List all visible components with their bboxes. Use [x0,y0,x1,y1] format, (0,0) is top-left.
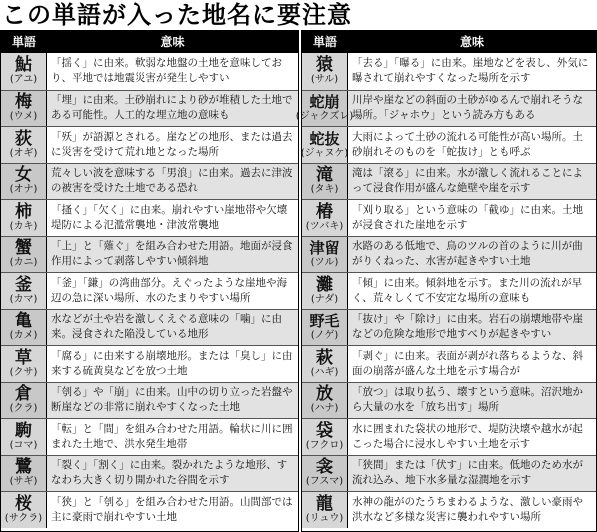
table-row [302,455,596,492]
meaning-cell [348,383,596,419]
word-cell [302,346,348,382]
word-cell [1,237,47,273]
meaning-text: 水などが土や岩を激しくえぐる意味の「噛」に由来。浸食された陥没している地形 [51,313,282,341]
word-kanji: 釜 [15,274,32,295]
table-header [302,31,596,53]
table-row [1,126,298,163]
word-kanji: 鮎 [15,55,32,76]
meaning-text: 「埋」に由来。土砂崩れにより砂が堆積した土地である可能性。人工的な埋立地の意味も [51,94,293,122]
meaning-cell [348,492,596,528]
word-kanji: 蛇崩 [309,93,340,112]
header-word: 単語 [11,35,36,49]
word-kanji: 滝 [316,165,333,186]
word-kanji: 倉 [15,384,32,405]
word-reading: (ナダ) [310,293,339,305]
word-kanji: 蛇抜 [309,129,340,148]
meaning-cell [47,53,298,90]
word-reading: (ハナ) [310,403,339,415]
meaning-text: 「上」と「薙ぐ」を組み合わせた用語。地面が浸食作用によって剥落しやすい傾斜地 [51,240,293,268]
meaning-cell [348,346,596,382]
word-reading: (カキ) [9,220,38,232]
tables [0,30,597,532]
table-row [302,199,596,236]
table-row [302,53,596,90]
meaning-text: 「転」と「間」を組み合わせた用語。輪状に川に囲まれた土地で、洪水発生地帯 [51,422,293,450]
header-meaning: 意味 [459,35,484,49]
word-kanji: 女 [15,165,32,186]
table-row [1,491,298,528]
meaning-text: 「裂く」「割く」に由来。裂かれたような地形、すなわち大きく切り開かれた谷間を示す [51,459,288,487]
table-row [1,382,298,419]
word-reading: (コマ) [9,439,38,451]
meaning-cell [47,273,298,309]
table-row [302,126,596,163]
word-reading: (オギ) [9,147,38,159]
word-reading: (カメ) [9,330,38,342]
word-reading: (サル) [310,74,339,86]
word-kanji: 梅 [15,92,32,113]
word-reading: (リュウ) [305,512,344,524]
meaning-text: 水神の龍がのたうちまわるような、激しい豪雨や洪水など多様な災害に襲われやすい場所 [352,495,583,523]
word-kanji: 放 [316,384,333,405]
meaning-text: 「去る」「曝る」に由来。崖地などを表し、外気に曝されて崩れやすくなった場所を示す [352,57,589,85]
word-cell [1,456,47,492]
meaning-text: 荒々しい波を意味する「男浪」に由来。過去に津波の被害を受けた土地である恐れ [51,167,293,195]
table-row [302,163,596,200]
table-row [302,272,596,309]
word-cell [1,419,47,455]
word-cell [1,127,47,163]
meaning-cell [47,127,298,163]
word-kanji: 柿 [15,201,32,222]
word-reading: (ツバキ) [305,220,344,232]
word-cell [1,164,47,200]
table-row [1,236,298,273]
table-row [302,382,596,419]
word-reading: (オナ) [9,184,38,196]
meaning-cell [47,164,298,200]
meaning-text: 「揺く」に由来。軟弱な地盤の土地を意味しており、平地では地震災害が発生しやすい [51,57,282,85]
word-reading: (ウメ) [9,111,38,123]
meaning-cell [47,419,298,455]
word-reading: (サクラ) [4,512,43,524]
meaning-cell [348,419,596,455]
meaning-cell [348,273,596,309]
table-row [302,309,596,346]
word-reading: (ジャクズレ) [295,111,354,123]
meaning-text: 「狭間」または「伏す」に由来。低地のため水が流れ込み、地下水多量な湿潤地を示す [352,459,583,487]
table-row [1,309,298,346]
meaning-text: 「刳る」や「崩」に由来。山中の切り立った岩盤や断崖などの非常に崩れやすくなった土地 [51,386,293,414]
word-cell [302,273,348,309]
word-kanji: 桜 [15,493,32,514]
table-header [1,31,298,53]
word-reading: (ノゲ) [310,330,339,342]
word-reading: (サギ) [9,476,38,488]
table-row [302,345,596,382]
word-reading: (ツル) [310,257,339,269]
meaning-text: 「放つ」は取り払う、壊すという意味。沼沢地から大量の水を「放ち出す」場所 [352,386,583,414]
meaning-cell [348,237,596,273]
word-reading: (ジャヌケ) [300,147,349,159]
meaning-cell [47,91,298,127]
word-reading: (フスマ) [305,476,344,488]
word-reading: (フクロ) [305,439,344,451]
table-row [1,418,298,455]
word-kanji: 草 [15,347,32,368]
word-kanji: 椿 [316,201,333,222]
meaning-text: 「釜」「鎌」の湾曲部分。えぐったような崖地や海辺の急に深い場所、水のたまりやすい場所 [51,276,288,304]
meaning-text: 「剥ぐ」に由来。表面が剥がれ落ちるような、斜面の崩落が盛んな土地を示す場合が [352,349,583,377]
meaning-text: 「傾」に由来。傾斜地を示す。また川の流れが早く、荒々しくて不安定な場所の意味も [352,276,583,304]
meaning-cell [348,127,596,163]
word-kanji: 荻 [15,128,32,149]
word-reading: (カマ) [9,293,38,305]
meaning-cell [47,456,298,492]
meaning-cell [348,456,596,492]
meaning-cell [47,492,298,528]
left-table [0,30,299,532]
word-kanji: 袋 [316,420,333,441]
word-cell [302,383,348,419]
meaning-text: 「殀」が語源とされる。崖などの地形、または過去に災害を受けて荒れ地となった場所 [51,130,293,158]
word-cell [1,273,47,309]
table-row [1,199,298,236]
word-cell [302,53,348,90]
word-reading: (ハギ) [310,366,339,378]
meaning-text: 「狭」と「刳る」を組み合わせた用語。山間部では主に豪雨で崩れやすい土地 [51,495,293,523]
meaning-text: 「刈り取る」という意味の「截ゆ」に由来。土地が浸食された崖地を示す [352,203,583,231]
header-word: 単語 [312,35,337,49]
meaning-text: 水路のある低地で、鳥のツルの首のように川が曲がりくねった、水害が起きやすい土地 [352,240,583,268]
meaning-text: 「腐る」に由来する崩壊地形。または「臭し」に由来する硫黄臭などを放つ土地 [51,349,293,377]
meaning-text: 「搔く」「欠く」に由来。崩れやすい崖地帯や欠壊堤防による氾濫常襲地・津波常襲地 [51,203,288,231]
meaning-text: 大雨によって土砂の流れる可能性が高い場所。土砂崩れそのものを「蛇抜け」とも呼ぶ [352,130,583,158]
word-cell [295,91,354,127]
word-reading: (クラ) [9,403,38,415]
word-cell [302,237,348,273]
word-cell [1,492,47,528]
table-row [1,53,298,90]
meaning-text: 川岸や崖などの斜面の土砂がゆるんで崩れそうな場所。「ジャホウ」という読み方もある [352,94,583,122]
page-title: この単語が入った地名に要注意 [2,1,352,29]
table-row [1,272,298,309]
table-row [302,491,596,528]
table-row [1,163,298,200]
word-kanji: 蟹 [15,238,32,259]
table-row [295,90,596,127]
word-cell [1,91,47,127]
meaning-cell [47,383,298,419]
meaning-cell [47,310,298,346]
meaning-cell [47,237,298,273]
meaning-cell [348,53,596,90]
word-kanji: 灘 [316,274,333,295]
table-row [302,418,596,455]
word-reading: (クサ) [9,366,38,378]
word-cell [1,53,47,90]
word-cell [1,200,47,236]
word-cell [1,346,47,382]
word-kanji: 鷺 [15,457,32,478]
word-kanji: 衾 [316,457,333,478]
word-kanji: 龍 [316,493,333,514]
header-meaning: 意味 [160,35,185,49]
meaning-cell [348,164,596,200]
word-cell [302,200,348,236]
word-reading: (カニ) [9,257,38,269]
word-kanji: 萩 [316,347,333,368]
word-kanji: 亀 [15,311,32,332]
word-cell [1,310,47,346]
meaning-text: 滝は「滾る」に由来。水が激しく流れることによって浸食作用が盛んな絶壁や崖を示す [352,167,583,195]
meaning-cell [348,310,596,346]
word-cell [302,164,348,200]
word-kanji: 駒 [15,420,32,441]
word-kanji: 野毛 [309,312,340,331]
meaning-cell [47,200,298,236]
table-row [1,345,298,382]
word-reading: (タキ) [310,184,339,196]
word-reading: (アユ) [9,74,38,86]
word-cell [302,310,348,346]
meaning-text: 「抜け」や「除け」に由来。岩石の崩壊地帯や崖などの危険な地形で地すべりが起きやすい [352,313,583,341]
word-cell [302,419,348,455]
table-row [302,236,596,273]
word-cell [1,383,47,419]
word-cell [302,127,348,163]
meaning-cell [47,346,298,382]
table-row [1,455,298,492]
table-row [1,90,298,127]
word-cell [302,456,348,492]
meaning-text: 水に囲まれた袋状の地形で、堤防決壊や越水が起こった場合に浸水しやすい土地を示す [352,422,583,450]
meaning-cell [348,200,596,236]
meaning-cell [348,91,596,127]
right-table [295,30,597,532]
word-kanji: 津留 [309,239,340,258]
word-kanji: 猿 [316,55,333,76]
word-cell [302,492,348,528]
